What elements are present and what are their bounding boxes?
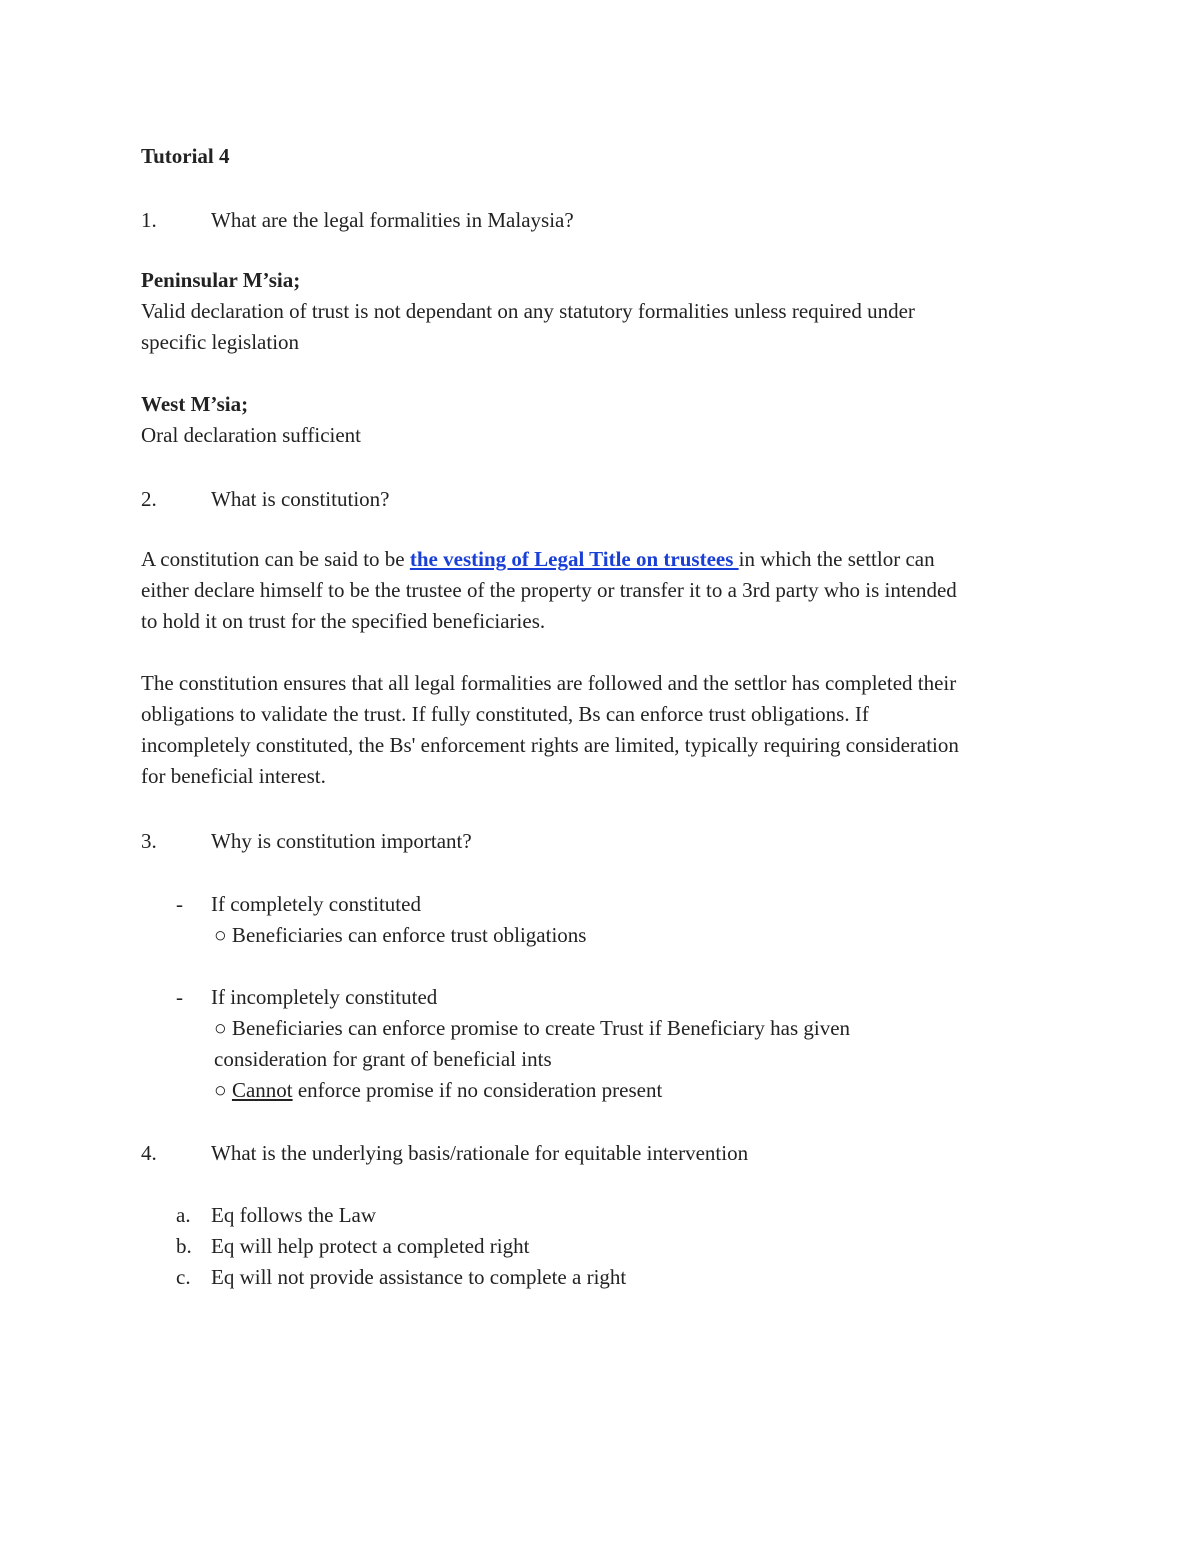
incompletely-constituted-item: If incompletely constituted [211, 985, 438, 1009]
question-3-text: Why is constitution important? [211, 829, 472, 853]
list-item-letter: a. [176, 1203, 191, 1227]
subitem-text: enforce promise if no consideration present [292, 1078, 663, 1102]
west-text-line-1: Oral declaration sufficient [141, 423, 362, 447]
question-2-text: What is constitution? [211, 487, 390, 511]
vesting-legal-title-link[interactable]: the vesting of Legal Title on trustees [409, 547, 739, 571]
list-item-letter: b. [176, 1234, 192, 1258]
list-dash: - [176, 892, 183, 916]
paragraph-text: in which the settlor can [738, 547, 935, 571]
constitution-paragraph-1-line-1 [141, 549, 935, 570]
question-4-number: 4. [141, 1141, 157, 1165]
incompletely-constituted-subitem-1-line-2: consideration for grant of beneficial ints [214, 1047, 552, 1071]
constitution-paragraph-1-line-3: to hold it on trust for the specified beneficiaries. [141, 609, 546, 633]
list-item: Eq follows the Law [211, 1203, 377, 1227]
peninsular-text-line-2: specific legislation [141, 330, 300, 354]
completely-constituted-subitem: ○ Beneficiaries can enforce trust obligations [214, 923, 587, 947]
paragraph-text: A constitution can be said to be [141, 547, 410, 571]
question-2-number: 2. [141, 487, 157, 511]
west-heading: West M’sia; [141, 392, 249, 416]
incompletely-constituted-subitem-2 [214, 1078, 662, 1103]
question-1-text: What are the legal formalities in Malaysia? [211, 208, 574, 232]
constitution-paragraph-1-line-2: either declare himself to be the trustee of the property or transfer it to a 3rd party who is intended [141, 578, 957, 602]
peninsular-text-line-1: Valid declaration of trust is not dependant on any statutory formalities unless required under [141, 299, 915, 323]
list-item: Eq will not provide assistance to complete a right [211, 1265, 627, 1289]
constitution-paragraph-2-line-4: for beneficial interest. [141, 764, 326, 788]
list-dash: - [176, 985, 183, 1009]
page-title: Tutorial 4 [141, 144, 230, 168]
constitution-paragraph-2-line-2: obligations to validate the trust. If fully constituted, Bs can enforce trust obligations. If [141, 702, 869, 726]
constitution-paragraph-2-line-3: incompletely constituted, the Bs' enforcement rights are limited, typically requiring consideration [141, 733, 959, 757]
question-4-text: What is the underlying basis/rationale for equitable intervention [211, 1141, 749, 1165]
incompletely-constituted-subitem-1-line-1: ○ Beneficiaries can enforce promise to create Trust if Beneficiary has given [214, 1016, 851, 1040]
constitution-paragraph-2-line-1: The constitution ensures that all legal formalities are followed and the settlor has completed their [141, 671, 957, 695]
question-3-number: 3. [141, 829, 157, 853]
list-item: Eq will help protect a completed right [211, 1234, 530, 1258]
question-1-number: 1. [141, 208, 157, 232]
cannot-underlined-text: Cannot [231, 1078, 293, 1102]
completely-constituted-item: If completely constituted [211, 892, 421, 916]
peninsular-heading: Peninsular M’sia; [141, 268, 301, 292]
subitem-bullet: ○ [214, 1078, 232, 1102]
list-item-letter: c. [176, 1265, 191, 1289]
